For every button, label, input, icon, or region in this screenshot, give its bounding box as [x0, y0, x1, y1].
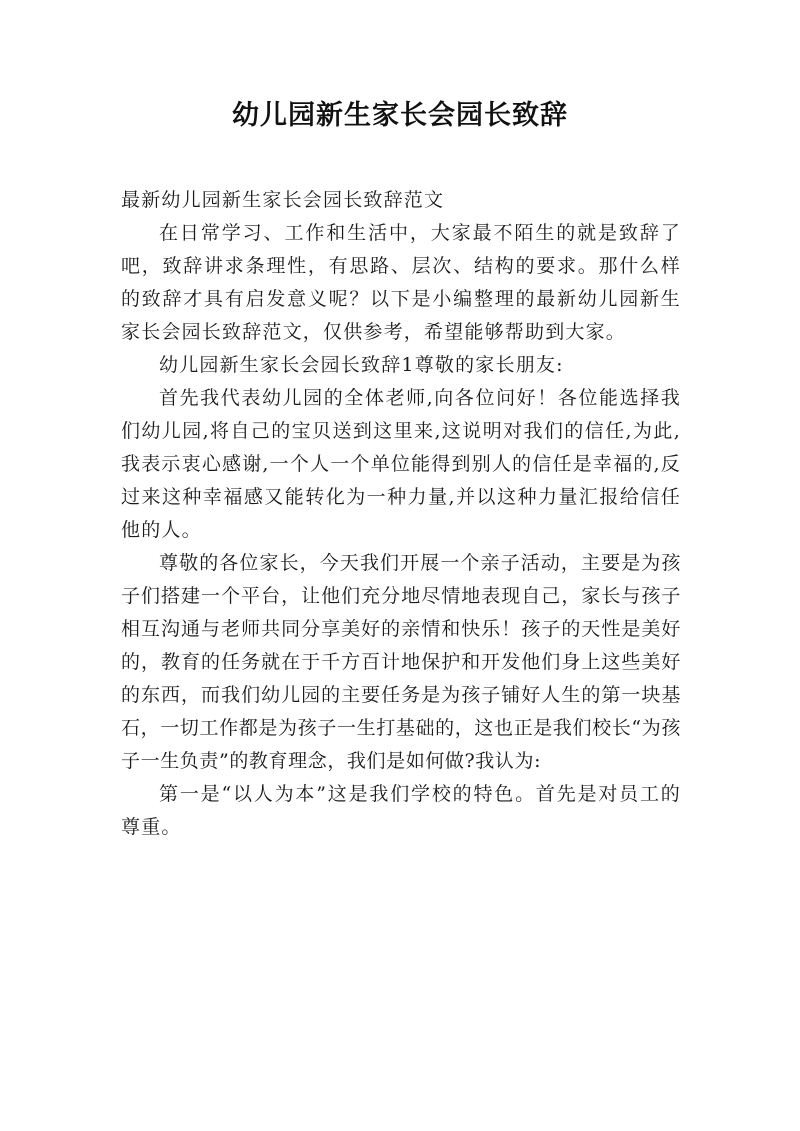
document-title: 幼儿园新生家长会园长致辞	[232, 100, 568, 131]
greeting-paragraph: 首先我代表幼儿园的全体老师,向各位问好！各位能选择我们幼儿园,将自己的宝贝送到这里来,这说明对我们的信任,为此,我表示衷心感谢,一个人一个单位能得到别人的信任是幸福的,反过来这种幸福感又能转化为一种力量,并以这种力量汇报给信任他的人。	[121, 387, 681, 541]
document-body	[121, 184, 681, 844]
speech-heading-paragraph: 幼儿园新生家长会园长致辞1尊敬的家长朋友:	[159, 354, 564, 376]
intro-paragraph: 在日常学习、工作和生活中，大家最不陌生的就是致辞了吧，致辞讲求条理性，有思路、层次、结构的要求。那什么样的致辞才具有启发意义呢？以下是小编整理的最新幼儿园新生家长会园长致辞范文，仅供参考，希望能够帮助到大家。	[121, 222, 681, 343]
subtitle-paragraph: 最新幼儿园新生家长会园长致辞范文	[121, 189, 445, 211]
principle-paragraph: 第一是“以人为本”这是我们学校的特色。首先是对员工的尊重。	[121, 783, 681, 838]
activity-paragraph: 尊敬的各位家长，今天我们开展一个亲子活动，主要是为孩子们搭建一个平台，让他们充分地尽情地表现自己，家长与孩子相互沟通与老师共同分享美好的亲情和快乐！孩子的天性是美好的，教育的任务就在于千方百计地保护和开发他们身上这些美好的东西，而我们幼儿园的主要任务是为孩子铺好人生的第一块基石，一切工作都是为孩子一生打基础的，这也正是我们校长“为孩子一生负责”的教育理念，我们是如何做?我认为:	[121, 552, 681, 772]
